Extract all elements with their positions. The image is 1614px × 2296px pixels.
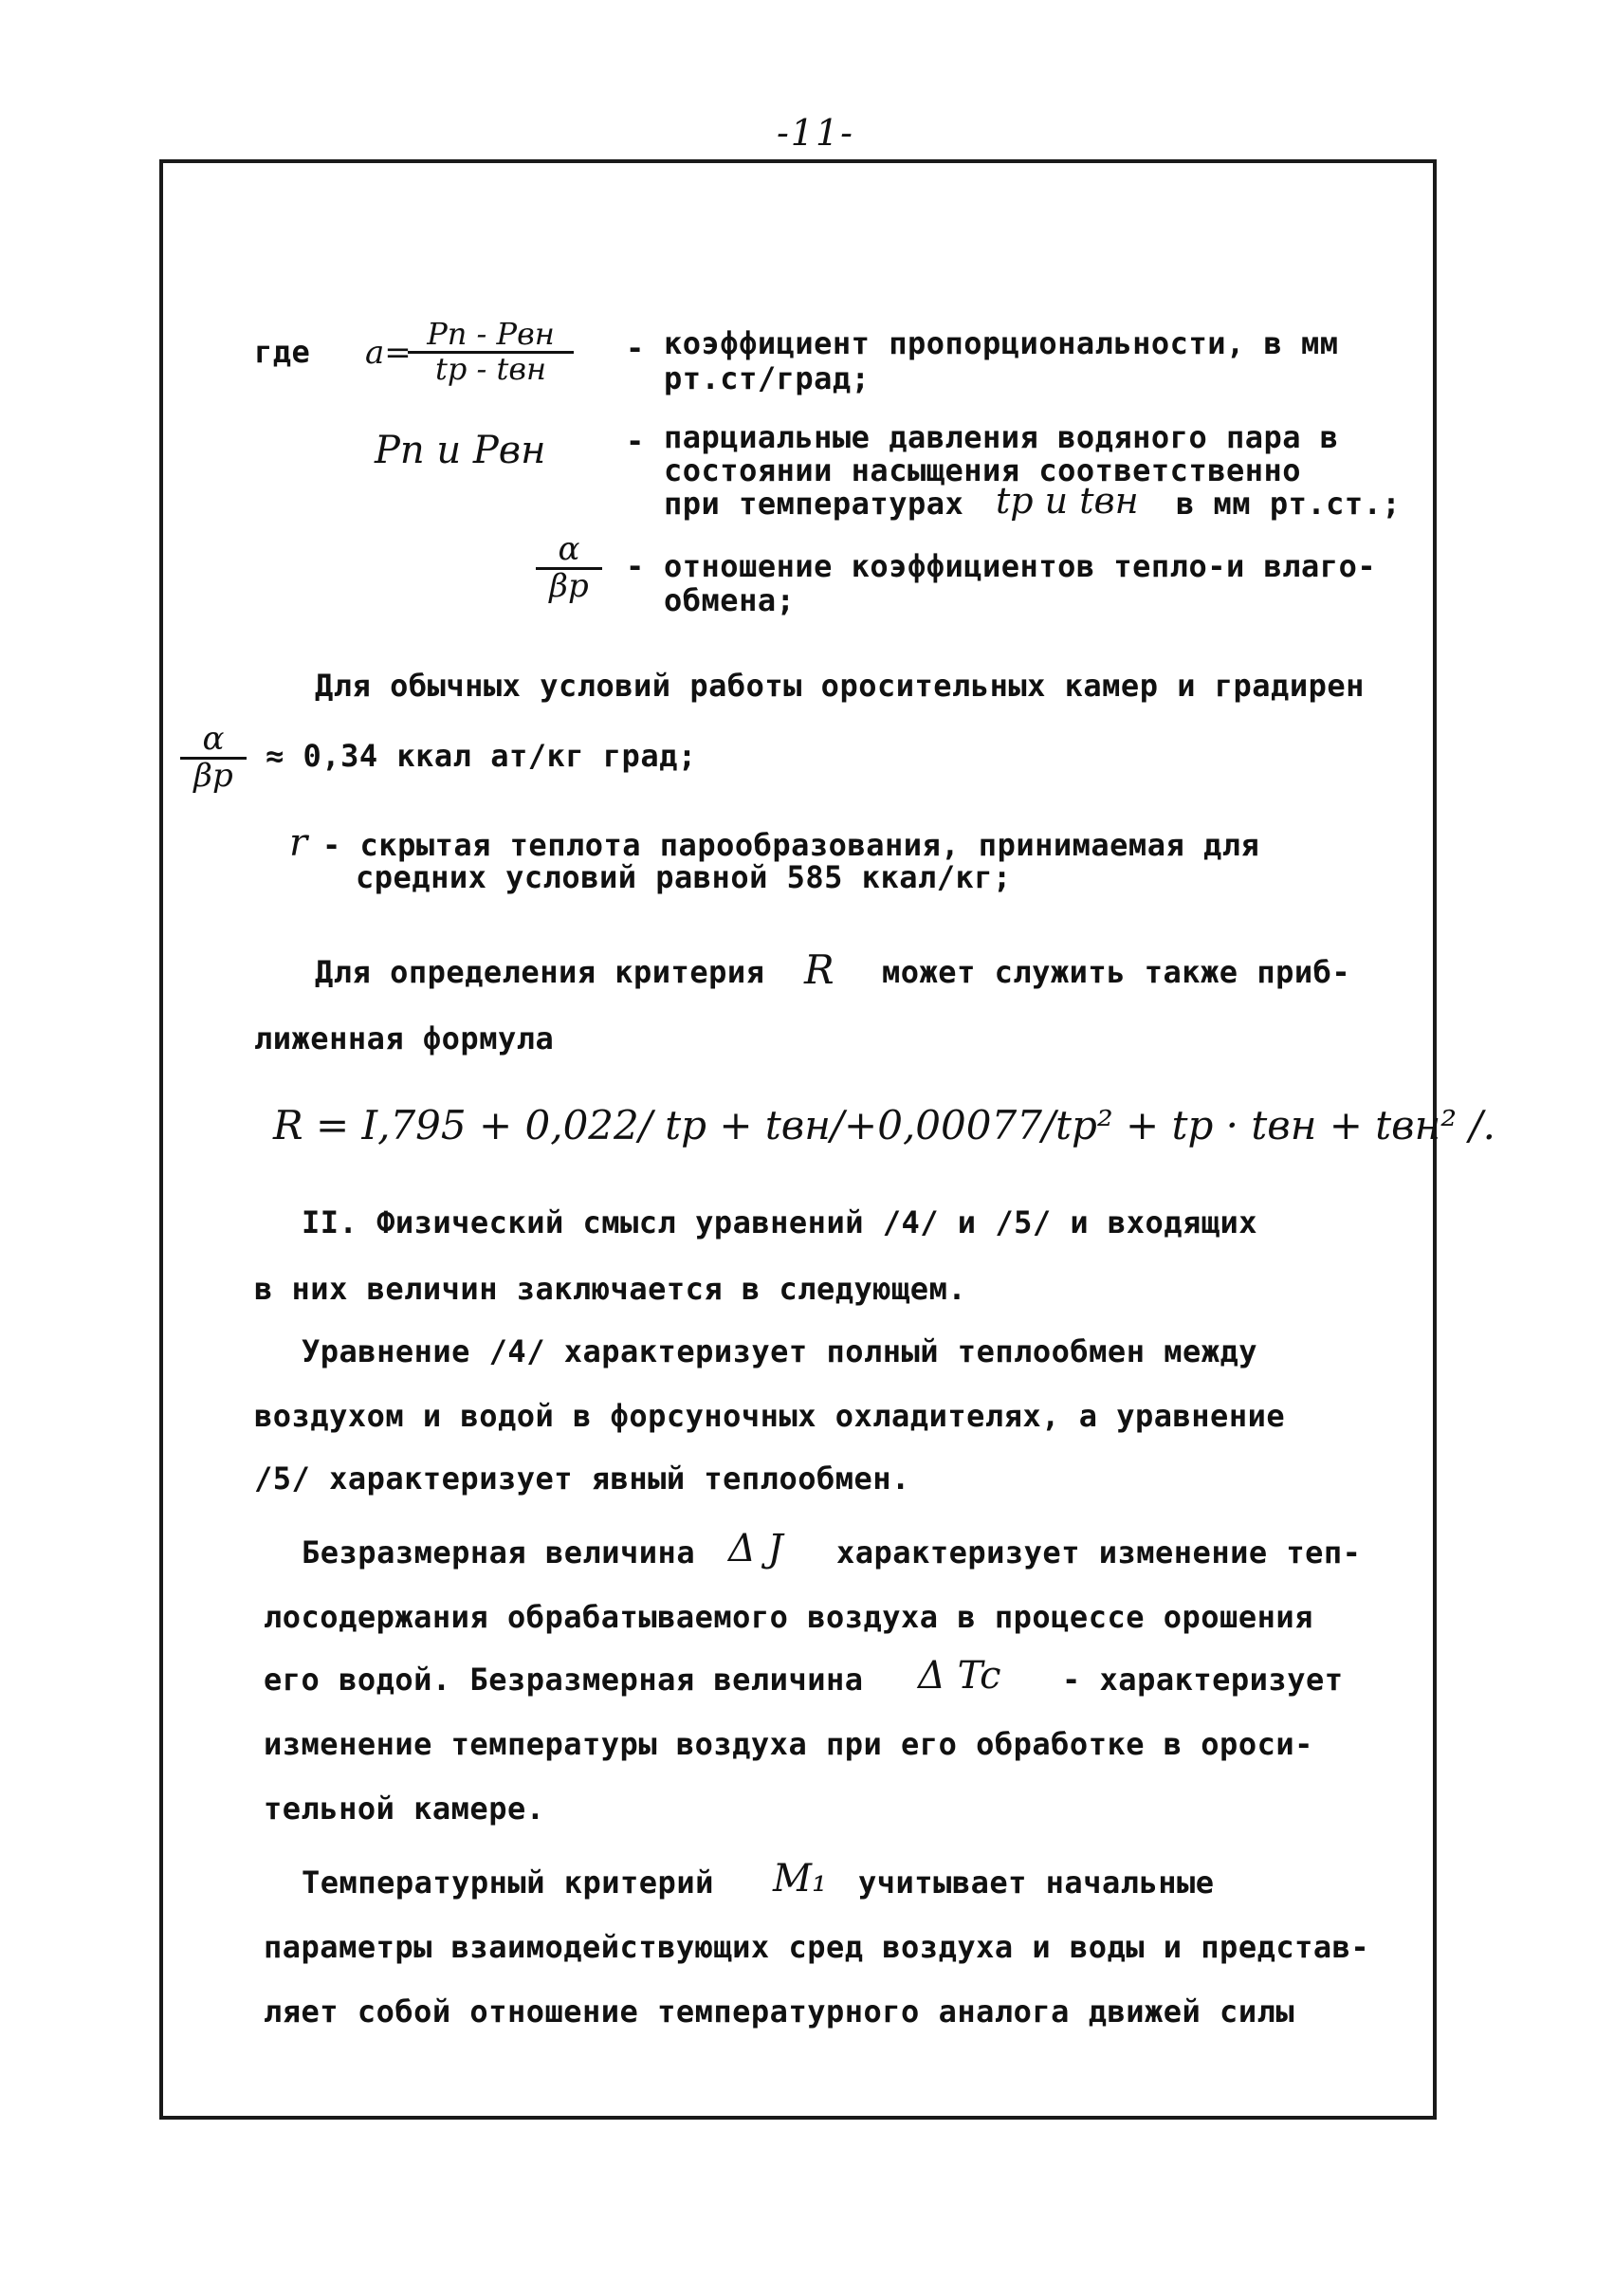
delta-tc-symbol: Δ Tc [918,1654,1001,1698]
paragraph-3-line2: в них величин заключается в следующем. [254,1271,967,1307]
paragraph-4-line1: Уравнение /4/ характеризует полный теплообмен между [302,1333,1258,1369]
a-formula-numerator: Pп - Pвн [408,319,574,354]
r-line2: средних условий равной 585 ккал/кг; [356,859,1012,895]
p-description-line1: парциальные давления водяного пара в [664,419,1339,455]
ratio-value: ≈ 0,34 ккал ат/кг град; [266,738,697,774]
paragraph-6-line1b: учитывает начальные [858,1864,1215,1901]
paragraph-6-line1a: Температурный критерий [302,1864,714,1901]
ratio-description-line2: обмена; [664,582,796,618]
paragraph-2-line1a: Для определения критерия [315,954,765,990]
paragraph-2-line1b: может служить также приб- [882,954,1351,990]
paragraph-5-line3a: его водой. Безразмерная величина [264,1662,864,1698]
paragraph-6-line3: ляет собой отношение температурного аналога движей силы [264,1993,1295,2030]
approx-formula: R = I,795 + 0,022/ tp + tвн/+0,00077/tp² + tp · tвн + tвн² /. [273,1102,1495,1148]
where-label: где [254,334,311,370]
paragraph-6-line2: параметры взаимодействующих сред воздуха и воды и представ- [264,1929,1370,1965]
p-dash: - [626,423,645,459]
p-description-temps: tp и tвн [996,480,1139,522]
paragraph-5-line1a: Безразмерная величина [302,1534,696,1570]
r-symbol: r [289,821,308,865]
p-symbols: Pп и Pвн [375,429,546,472]
paragraph-5-line1b: характеризует изменение теп- [836,1534,1362,1570]
paragraph-4-line3: /5/ характеризует явный теплообмен. [254,1460,910,1497]
criterion-r-symbol: R [804,946,835,993]
a-description-line1: коэффициент пропорциональности, в мм [664,325,1339,361]
a-formula-lhs: a= [365,334,412,372]
ratio-dash: - [626,548,645,584]
a-dash: - [626,330,645,366]
page-number: -11- [776,112,855,154]
ratio-numerator: α [536,533,602,570]
paragraph-5-line4: изменение температуры воздуха при его обработке в ороси- [264,1726,1313,1762]
ratio-denominator: βp [549,566,589,605]
paragraph-1: Для обычных условий работы оросительных камер и градирен [315,668,1365,704]
paragraph-4-line2: воздухом и водой в форсуночных охладителях, а уравнение [254,1398,1286,1434]
ratio2-numerator: α [180,723,247,760]
paragraph-3-line1: II. Физический смысл уравнений /4/ и /5/ и входящих [302,1204,1258,1240]
paragraph-2-line2: лиженная формула [254,1020,555,1056]
p-description-line3: при температурах [664,486,964,522]
paragraph-5-line2: лосодержания обрабатываемого воздуха в процессе орошения [264,1599,1313,1635]
a-description-line2: рт.ст/град; [664,360,871,396]
p-description-line2: состоянии насыщения соответственно [664,452,1302,488]
a-formula-fraction [408,316,574,387]
delta-j-symbol: Δ J [728,1527,783,1570]
p-description-units: в мм рт.ст.; [1176,486,1402,522]
ratio2-denominator: βp [193,756,233,795]
ratio-description-line1: отношение коэффициентов тепло-и влаго- [664,548,1377,584]
paragraph-5-line3b: - характеризует [1062,1662,1344,1698]
ratio-fraction [536,530,602,605]
m1-symbol: M₁ [773,1857,827,1901]
r-line1: - скрытая теплота парообразования, принимаемая для [322,827,1260,863]
ratio2-fraction [180,720,247,795]
a-formula-denominator: tp - tвн [434,350,547,387]
paragraph-5-line5: тельной камере. [264,1791,545,1827]
